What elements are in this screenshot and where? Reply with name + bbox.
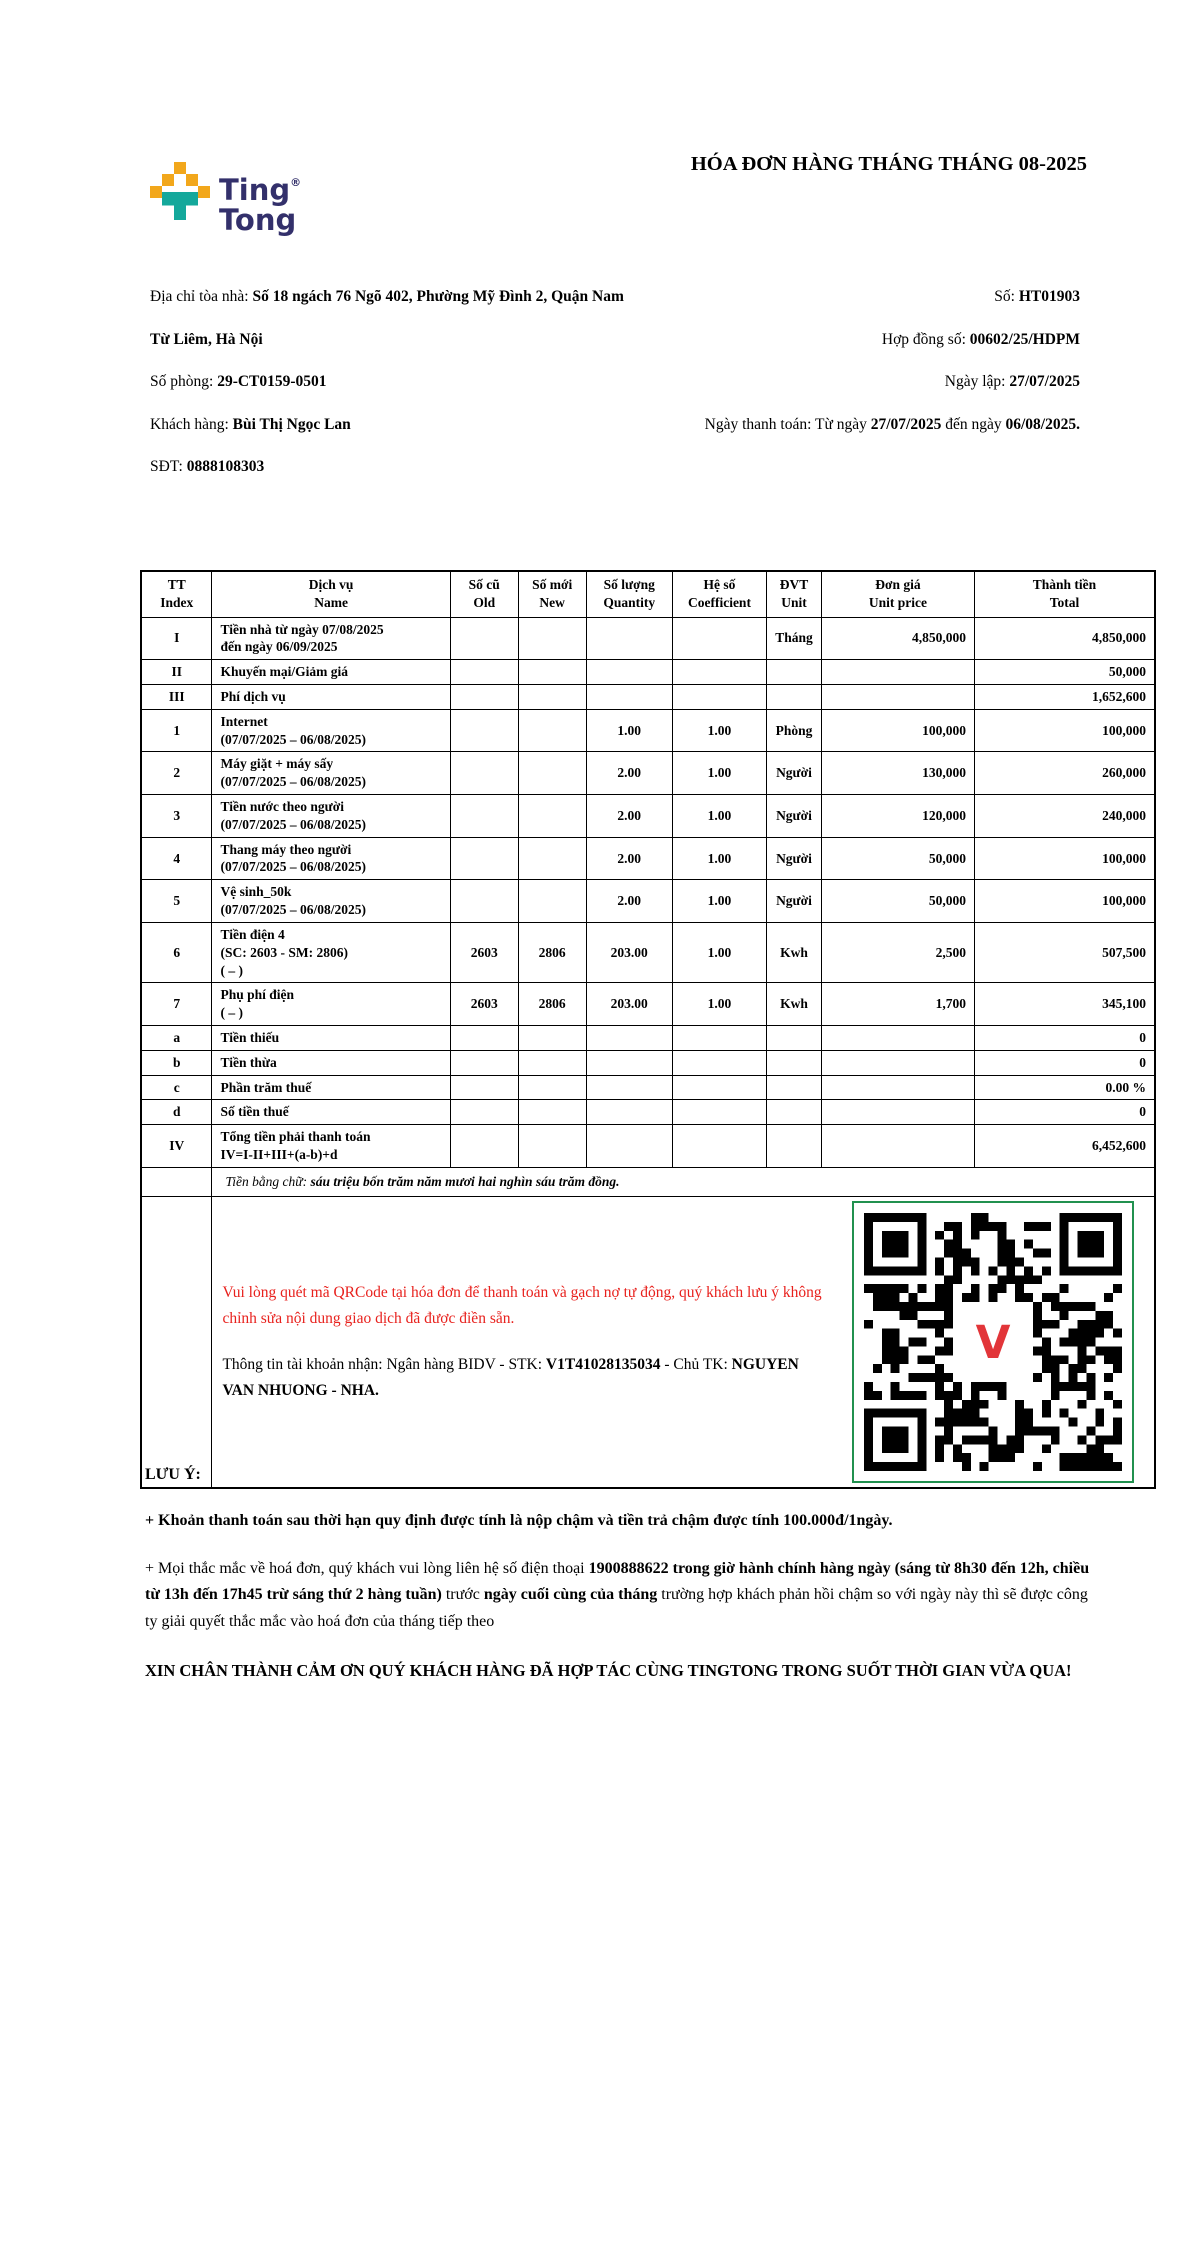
qr-row (141, 1196, 1155, 1488)
cell-price: 4,850,000 (821, 617, 974, 660)
cell-name: Máy giặt + máy sấy (07/07/2025 – 06/08/2025) (212, 752, 450, 795)
cell-old (450, 795, 518, 838)
text-bold: V1T41028135034 (545, 1356, 661, 1374)
cell-index: 2 (141, 752, 212, 795)
cell-qty (586, 660, 672, 685)
cell-name: Phí dịch vụ (212, 684, 450, 709)
table-row (141, 709, 1155, 752)
cell-unit: Người (767, 880, 822, 923)
vietqr-v: V (975, 1315, 1011, 1369)
cell-coef: 1.00 (672, 709, 766, 752)
cell-index: 5 (141, 880, 212, 923)
cell-total: 507,500 (974, 922, 1155, 982)
cell-coef: 1.00 (672, 795, 766, 838)
cell-unit (767, 1050, 822, 1075)
customer-info (150, 276, 630, 489)
text-bold: 27/07/2025 (870, 415, 942, 433)
cell-qty (586, 684, 672, 709)
qr-code (852, 1201, 1134, 1483)
cell-price: 130,000 (821, 752, 974, 795)
cell-total: 1,652,600 (974, 684, 1155, 709)
column-header: Số cũ Old (450, 571, 518, 617)
footer-notes (145, 1466, 1090, 1707)
table-row (141, 684, 1155, 709)
text-bold: 0888108303 (186, 458, 265, 475)
column-header: Thành tiền Total (974, 571, 1155, 617)
amount-words-row (141, 1167, 1155, 1196)
cell-index: d (141, 1100, 212, 1125)
payment-instructions (222, 1280, 822, 1404)
cell-price (821, 1025, 974, 1050)
column-header: Đơn giá Unit price (821, 571, 974, 617)
cell-coef (672, 660, 766, 685)
cell-total: 260,000 (974, 752, 1155, 795)
cell-old: 2603 (450, 922, 518, 982)
table-row (141, 1025, 1155, 1050)
cell-total: 0 (974, 1050, 1155, 1075)
text: Ngày lập: (944, 373, 1010, 390)
cell-old (450, 684, 518, 709)
cell-old (450, 1050, 518, 1075)
cell-old (450, 1125, 518, 1168)
table-row (141, 660, 1155, 685)
cell-qty (586, 1075, 672, 1100)
cell-name: Vệ sinh_50k (07/07/2025 – 06/08/2025) (212, 880, 450, 923)
cell-total: 100,000 (974, 709, 1155, 752)
cell-unit (767, 660, 822, 685)
footer-note (145, 1508, 1090, 1535)
text: trước (441, 1586, 484, 1603)
invoice-meta-info (695, 276, 1080, 446)
text-bold: XIN CHÂN THÀNH CẢM ƠN QUÝ KHÁCH HÀNG ĐÃ HỢP TÁC CÙNG TINGTONG TRONG SUỐT THỜI GIAN VỪA QUA! (145, 1661, 1072, 1680)
cell-price: 2,500 (821, 922, 974, 982)
table-row (141, 1050, 1155, 1075)
column-header: Số lượng Quantity (586, 571, 672, 617)
cell-new: 2806 (518, 983, 586, 1026)
info-line (695, 361, 1080, 404)
cell-index: b (141, 1050, 212, 1075)
text: SĐT: (150, 458, 187, 475)
cell-unit: Phòng (767, 709, 822, 752)
cell-price: 100,000 (821, 709, 974, 752)
brand-line1: Ting (219, 173, 291, 207)
table-row (141, 837, 1155, 880)
info-line (695, 319, 1080, 362)
cell-name: Phần trăm thuế (212, 1075, 450, 1100)
cell-name: Tiền thiếu (212, 1025, 450, 1050)
cell-total: 100,000 (974, 837, 1155, 880)
cell-index: I (141, 617, 212, 660)
cell-price: 50,000 (821, 837, 974, 880)
cell-unit (767, 684, 822, 709)
cell-coef (672, 1100, 766, 1125)
table-row (141, 1100, 1155, 1125)
table-row (141, 983, 1155, 1026)
cell-new (518, 1100, 586, 1125)
table-row (141, 922, 1155, 982)
cell-index: a (141, 1025, 212, 1050)
cell-empty (141, 1167, 212, 1196)
cell-total: 4,850,000 (974, 617, 1155, 660)
vietqr-logo-icon (964, 1313, 1022, 1371)
cell-coef (672, 684, 766, 709)
cell-name: Số tiền thuế (212, 1100, 450, 1125)
info-line (150, 446, 630, 489)
tingtong-logo (150, 162, 301, 235)
cell-index: II (141, 660, 212, 685)
cell-new (518, 1050, 586, 1075)
cell-qty: 2.00 (586, 795, 672, 838)
cell-unit: Kwh (767, 983, 822, 1026)
cell-total: 0.00 % (974, 1075, 1155, 1100)
brand-line2: Tong (219, 203, 297, 237)
cell-new: 2806 (518, 922, 586, 982)
text: - Chủ TK: (660, 1356, 732, 1374)
text: + Mọi thắc mắc về hoá đơn, quý khách vui lòng liên hệ số điện thoại (145, 1559, 589, 1577)
text: Thông tin tài khoản nhận: Ngân hàng BIDV - STK: (222, 1356, 546, 1374)
info-line (695, 276, 1080, 319)
charges-table (140, 570, 1156, 1489)
cell-new (518, 752, 586, 795)
text-bold: 06/08/2025. (1005, 415, 1080, 433)
cell-qty: 2.00 (586, 752, 672, 795)
cell-name: Tổng tiền phải thanh toán IV=I-II+III+(a-b)+d (212, 1125, 450, 1168)
cell-coef (672, 1025, 766, 1050)
cell-qty: 203.00 (586, 922, 672, 982)
text-bold: Bùi Thị Ngọc Lan (232, 415, 351, 433)
text-bold: 00602/25/HDPM (969, 330, 1080, 348)
amount-words-cell (212, 1167, 1155, 1196)
cell-price: 50,000 (821, 880, 974, 923)
cell-name: Tiền thừa (212, 1050, 450, 1075)
cell-index: 1 (141, 709, 212, 752)
cell-unit: Tháng (767, 617, 822, 660)
cell-old (450, 1075, 518, 1100)
text-bold: NGUYEN VAN NHUONG - NHA. (222, 1356, 799, 1400)
cell-old (450, 617, 518, 660)
column-header: Dịch vụ Name (212, 571, 450, 617)
text-bold: 29-CT0159-0501 (217, 373, 327, 390)
cell-index: 7 (141, 983, 212, 1026)
cell-old (450, 880, 518, 923)
amount-words-value: sáu triệu bốn trăm năm mươi hai nghìn sáu trăm đồng. (310, 1173, 620, 1189)
table-body (141, 617, 1155, 1167)
cell-index: 6 (141, 922, 212, 982)
text-bold: 1900888622 trong giờ hành chính hàng ngày (sáng từ 8h30 đến 12h, chiều từ 13h đến 17h45 trừ sáng thứ 2 hàng tuần) (145, 1559, 1090, 1603)
text: Số: (994, 288, 1019, 305)
cell-coef (672, 1125, 766, 1168)
cell-new (518, 709, 586, 752)
cell-qty (586, 1100, 672, 1125)
cell-total: 240,000 (974, 795, 1155, 838)
cell-total: 345,100 (974, 983, 1155, 1026)
cell-name: Khuyến mại/Giảm giá (212, 660, 450, 685)
cell-name: Internet (07/07/2025 – 06/08/2025) (212, 709, 450, 752)
cell-qty: 2.00 (586, 880, 672, 923)
cell-unit: Người (767, 795, 822, 838)
cell-coef: 1.00 (672, 752, 766, 795)
info-line (695, 404, 1080, 447)
cell-name: Tiền nước theo người (07/07/2025 – 06/08/2025) (212, 795, 450, 838)
cell-qty: 203.00 (586, 983, 672, 1026)
cell-unit (767, 1025, 822, 1050)
cell-price (821, 660, 974, 685)
cell-total: 0 (974, 1100, 1155, 1125)
brand-name (219, 168, 301, 235)
cell-old (450, 1025, 518, 1050)
cell-name: Tiền nhà từ ngày 07/08/2025 đến ngày 06/09/2025 (212, 617, 450, 660)
cell-unit (767, 1125, 822, 1168)
cell-new (518, 660, 586, 685)
column-header: Hệ số Coefficient (672, 571, 766, 617)
text-bold: 27/07/2025 (1009, 373, 1080, 390)
text-bold: Số 18 ngách 76 Ngõ 402, Phường Mỹ Đình 2, Quận Nam Từ Liêm, Hà Nội (150, 288, 624, 348)
text: Hợp đồng số: (881, 330, 970, 348)
cell-coef (672, 617, 766, 660)
cell-new (518, 684, 586, 709)
account-info (222, 1352, 822, 1404)
column-header: Số mới New (518, 571, 586, 617)
cell-coef: 1.00 (672, 983, 766, 1026)
text: trường hợp khách phản hồi chậm so với ngày này thì sẽ được công ty giải quyết thắc mắc vào hoá đơn của tháng tiếp theo (145, 1586, 1088, 1630)
info-line (150, 361, 630, 404)
cell-price (821, 1125, 974, 1168)
text: Số phòng: (150, 373, 218, 390)
cell-unit (767, 1075, 822, 1100)
cell-total: 0 (974, 1025, 1155, 1050)
cell-index: IV (141, 1125, 212, 1168)
text-bold: + Khoản thanh toán sau thời hạn quy định được tính là nộp chậm và tiền trả chậm được tính 100.000đ/1ngày. (145, 1512, 893, 1529)
cell-new (518, 1125, 586, 1168)
table-row (141, 752, 1155, 795)
text: đến ngày (941, 415, 1006, 433)
cell-new (518, 1075, 586, 1100)
qr-red-note: Vui lòng quét mã QRCode tại hóa đơn để thanh toán và gạch nợ tự động, quý khách lưu ý không chỉnh sửa nội dung giao dịch đã được điền sẵn. (222, 1284, 822, 1328)
cell-price: 120,000 (821, 795, 974, 838)
cell-coef: 1.00 (672, 922, 766, 982)
cell-name: Phụ phí điện ( – ) (212, 983, 450, 1026)
table-row (141, 617, 1155, 660)
cell-price (821, 1100, 974, 1125)
amount-words-label: Tiền bằng chữ: (225, 1173, 311, 1189)
cell-new (518, 795, 586, 838)
cell-new (518, 880, 586, 923)
text-bold: ngày cuối cùng của tháng (483, 1586, 658, 1603)
notes-heading: LƯU Ý: (145, 1466, 201, 1483)
table-row (141, 795, 1155, 838)
column-header: ĐVT Unit (767, 571, 822, 617)
cell-qty (586, 1050, 672, 1075)
cell-coef: 1.00 (672, 880, 766, 923)
registered-mark: ® (290, 176, 302, 189)
cell-new (518, 1025, 586, 1050)
footer-note (145, 1656, 1090, 1686)
cell-total: 50,000 (974, 660, 1155, 685)
cell-empty (141, 1196, 212, 1488)
cell-new (518, 617, 586, 660)
cell-old (450, 709, 518, 752)
cell-price (821, 1050, 974, 1075)
cell-price (821, 1075, 974, 1100)
cell-new (518, 837, 586, 880)
info-line (150, 276, 630, 361)
footer-note (145, 1556, 1090, 1636)
cell-coef (672, 1050, 766, 1075)
table-row (141, 1125, 1155, 1168)
tingtong-logo-icon (150, 162, 210, 232)
cell-old (450, 752, 518, 795)
cell-qty: 2.00 (586, 837, 672, 880)
cell-index: III (141, 684, 212, 709)
cell-unit: Người (767, 752, 822, 795)
cell-index: 3 (141, 795, 212, 838)
text-bold: HT01903 (1018, 288, 1080, 305)
cell-coef (672, 1075, 766, 1100)
text: Khách hàng: (150, 415, 233, 433)
cell-total: 6,452,600 (974, 1125, 1155, 1168)
cell-qty (586, 617, 672, 660)
column-header: TT Index (141, 571, 212, 617)
cell-coef: 1.00 (672, 837, 766, 880)
table-header-row (141, 571, 1155, 617)
cell-index: 4 (141, 837, 212, 880)
cell-price (821, 684, 974, 709)
cell-old (450, 837, 518, 880)
table-row (141, 880, 1155, 923)
cell-old (450, 1100, 518, 1125)
cell-unit: Người (767, 837, 822, 880)
text: Địa chỉ tòa nhà: (150, 288, 253, 305)
invoice-title: HÓA ĐƠN HÀNG THÁNG THÁNG 08-2025 (690, 153, 1087, 175)
text: Ngày thanh toán: Từ ngày (704, 415, 871, 433)
cell-index: c (141, 1075, 212, 1100)
cell-old: 2603 (450, 983, 518, 1026)
info-line (150, 404, 630, 447)
cell-qty (586, 1025, 672, 1050)
cell-qty: 1.00 (586, 709, 672, 752)
notes-list (145, 1508, 1090, 1686)
cell-name: Thang máy theo người (07/07/2025 – 06/08/2025) (212, 837, 450, 880)
cell-name: Tiền điện 4 (SC: 2603 - SM: 2806) ( – ) (212, 922, 450, 982)
cell-old (450, 660, 518, 685)
cell-total: 100,000 (974, 880, 1155, 923)
cell-unit (767, 1100, 822, 1125)
cell-qty (586, 1125, 672, 1168)
table-row (141, 1075, 1155, 1100)
qr-cell (212, 1196, 1155, 1488)
cell-unit: Kwh (767, 922, 822, 982)
cell-price: 1,700 (821, 983, 974, 1026)
